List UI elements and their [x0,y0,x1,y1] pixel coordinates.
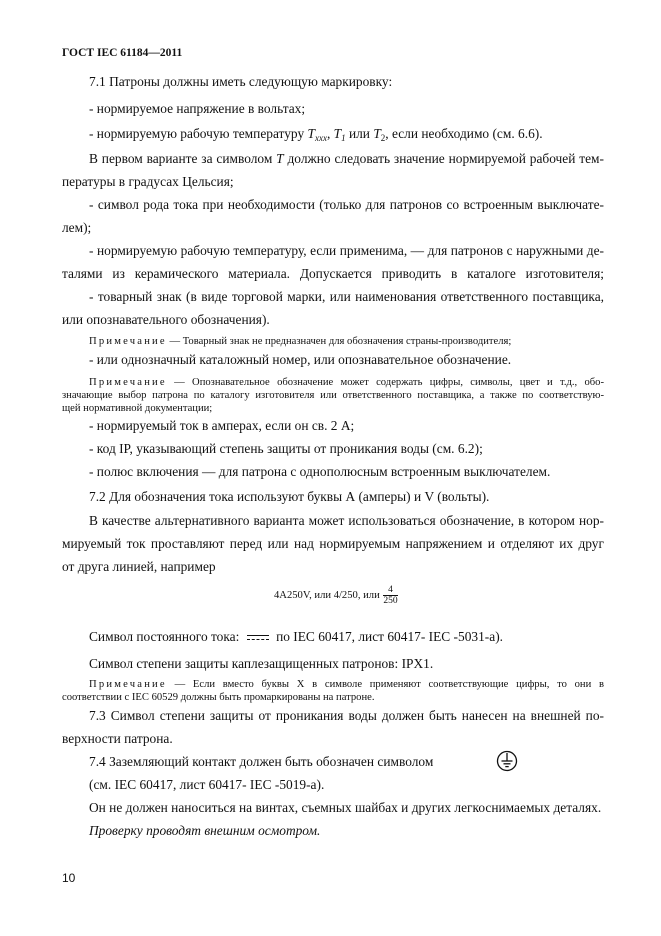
paragraph-screws: Он не должен наноситься на винтах, съемных шайбах и других легкоснимаемых деталях. [89,800,602,815]
clause-7-1: 7.1 Патроны должны иметь следующую маркировку: [89,74,393,89]
paragraph-line: от друга линией, например [62,559,216,574]
ipx1-symbol-line: Символ степени защиты каплезащищенных патронов: IPX1. [89,656,434,671]
note-1: Примечание — Товарный знак не предназначен для обозначения страны-производителя; [89,336,512,347]
note-2-line: значающие выбор патрона по каталогу изготовителя или ответственного поставщика, а также по соответствую- [62,390,604,401]
list-item-voltage: - нормируемое напряжение в вольтах; [89,101,306,116]
list-item-ip-code: - код IP, указывающий степень защиты от проникания воды (см. 6.2); [89,441,483,456]
dc-symbol-line: Символ постоянного тока: по IEC 60417, лист 60417- IEC -5031-а). [89,629,504,644]
paragraph-line: или опознавательного обозначения). [62,312,270,327]
note-3: Примечание — Если вместо буквы X в символе применяют соответствующие цифры, то они в [89,679,604,690]
protective-earth-icon [496,750,518,772]
note-2: Примечание — Опознавательное обозначение может содержать цифры, символы, цвет и т.д., обо- [89,377,604,388]
clause-7-2: 7.2 Для обозначения тока используют буквы А (амперы) и V (вольты). [89,489,490,504]
clause-7-4: 7.4 Заземляющий контакт должен быть обозначен символом [89,754,434,769]
paragraph-check: Проверку проводят внешним осмотром. [89,823,321,838]
paragraph-line: пературы в градусах Цельсия; [62,174,234,189]
clause-7-3: 7.3 Символ степени защиты от проникания воды должен быть нанесен на внешней по- [89,708,604,723]
paragraph-line: (см. IEC 60417, лист 60417- IEC -5019-а). [89,777,325,792]
list-item-temperature-ceramic: - нормируемую рабочую температуру, если применима, — для патронов с наружными де- [89,243,604,258]
list-item-temperature: - нормируемую рабочую температуру $T_{xxx}$, $T_1$ или $T_2$, если необходимо (см. 6.6). [89,126,543,143]
paragraph-line: лем); [62,220,92,235]
paragraph-line: верхности патрона. [62,731,173,746]
marking-formula: 4A250V, или 4/250, или $\frac{4}{250}$ [274,585,398,606]
paragraph-line: мируемый ток проставляют перед или над нормируемым напряжением и отделяют их друг [62,536,604,551]
list-item-catalog-number: - или однозначный каталожный номер, или опознавательное обозначение. [89,352,512,367]
paragraph-first-variant: В первом варианте за символом T должно следовать значение нормируемой рабочей тем- [89,151,604,166]
list-item-trademark: - товарный знак (в виде торговой марки, или наименования ответственного поставщика, [89,289,604,304]
list-item-current-type: - символ рода тока при необходимости (только для патронов со встроенным выключате- [89,197,604,212]
paragraph-line: талями из керамического материала. Допускается приводить в каталоге изготовителя; [62,266,604,281]
list-item-switch-pole: - полюс включения — для патрона с однополюсным встроенным выключателем. [89,464,551,479]
paragraph-alternative: В качестве альтернативного варианта может использоваться обозначение, в котором нор- [89,513,604,528]
note-2-line: щей нормативной документации; [62,403,213,414]
document-header: ГОСТ IEC 61184—2011 [62,47,183,59]
note-3-line: соответствии с IEC 60529 должны быть промаркированы на патроне. [62,692,375,703]
direct-current-icon [247,632,269,644]
list-item-rated-current: - нормируемый ток в амперах, если он св. 2 А; [89,418,355,433]
page-number: 10 [62,871,76,885]
fraction: $\frac{4}{250}$ [383,585,398,606]
